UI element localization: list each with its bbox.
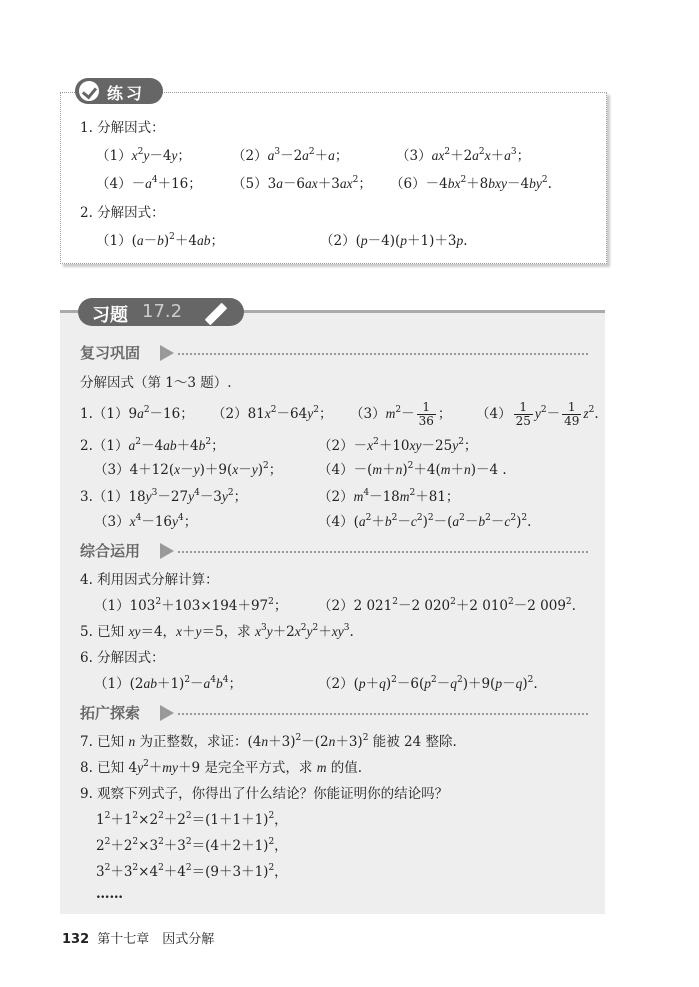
chapter-title: 第十七章 因式分解 — [97, 932, 215, 947]
arrow-icon — [160, 543, 174, 559]
arrow-icon — [160, 345, 174, 361]
q9-ellipsis: …… — [96, 886, 123, 902]
exercise-intro: 分解因式（第 1～3 题）. — [80, 375, 232, 391]
section-exploration: 拓广探索 — [80, 702, 590, 724]
practice-q2: 2. 分解因式： — [80, 205, 165, 221]
q9-eq2: $2^2+2^2\times 3^2+3^2=(4+2+1)^2$， — [96, 837, 288, 854]
q2-row2: $(3)4+12(x-y)+9(x-y)^2$； — [94, 461, 283, 478]
q9: 9. 观察下列式子，你得出了什么结论？你能证明你的结论吗？ — [80, 786, 449, 802]
q2-row1: $2.(1)a^2-4ab+4b^2$； — [80, 437, 225, 454]
q7: 7. 已知 n 为正整数，求证：$(4n+3)^2-(2n+3)^2$ 能被 24 整除. — [80, 733, 457, 750]
q6: 6. 分解因式： — [80, 650, 165, 666]
practice-q1-row1: $(1)x^2y-4y$； — [96, 147, 191, 164]
q8: 8. 已知 $4y^2+my+9$ 是完全平方式，求 m 的值. — [80, 759, 363, 776]
practice-q1-row2: $(4)-a^4+16$； — [96, 175, 202, 192]
page-footer — [62, 928, 214, 947]
q3-row1: $3.(1)18y^3-27y^4-3y^2$； — [80, 488, 248, 505]
practice-title: 练习 — [107, 84, 146, 103]
section-review: 复习巩固 — [80, 342, 590, 364]
practice-q1: 1. 分解因式： — [80, 120, 165, 136]
q3-row2: $(3)x^4-16y^4$； — [94, 513, 198, 530]
q9-eq3: $3^2+3^2\times 4^2+4^2=(9+3+1)^2$， — [96, 863, 288, 880]
q5: 5. 已知 xy＝4，x＋y＝5，求 $x^3y+2x^2y^2+xy^3$. — [80, 623, 354, 640]
q9-eq1: $1^2+1^2\times 2^2+2^2=(1+1+1)^2$， — [96, 811, 288, 828]
exercise-number: 17.2 — [142, 301, 183, 322]
section-application: 综合运用 — [80, 540, 590, 562]
practice-header — [75, 78, 163, 104]
arrow-icon — [160, 705, 174, 721]
q1-row: $1.(1)9a^2-16$； — [80, 405, 194, 422]
pencil-icon — [205, 303, 228, 326]
q4: 4. 利用因式分解计算： — [80, 572, 219, 588]
exercise-title: 习题 — [92, 305, 128, 326]
exercise-header — [78, 298, 244, 326]
check-icon — [79, 81, 99, 101]
page-number: 132 — [62, 932, 90, 947]
